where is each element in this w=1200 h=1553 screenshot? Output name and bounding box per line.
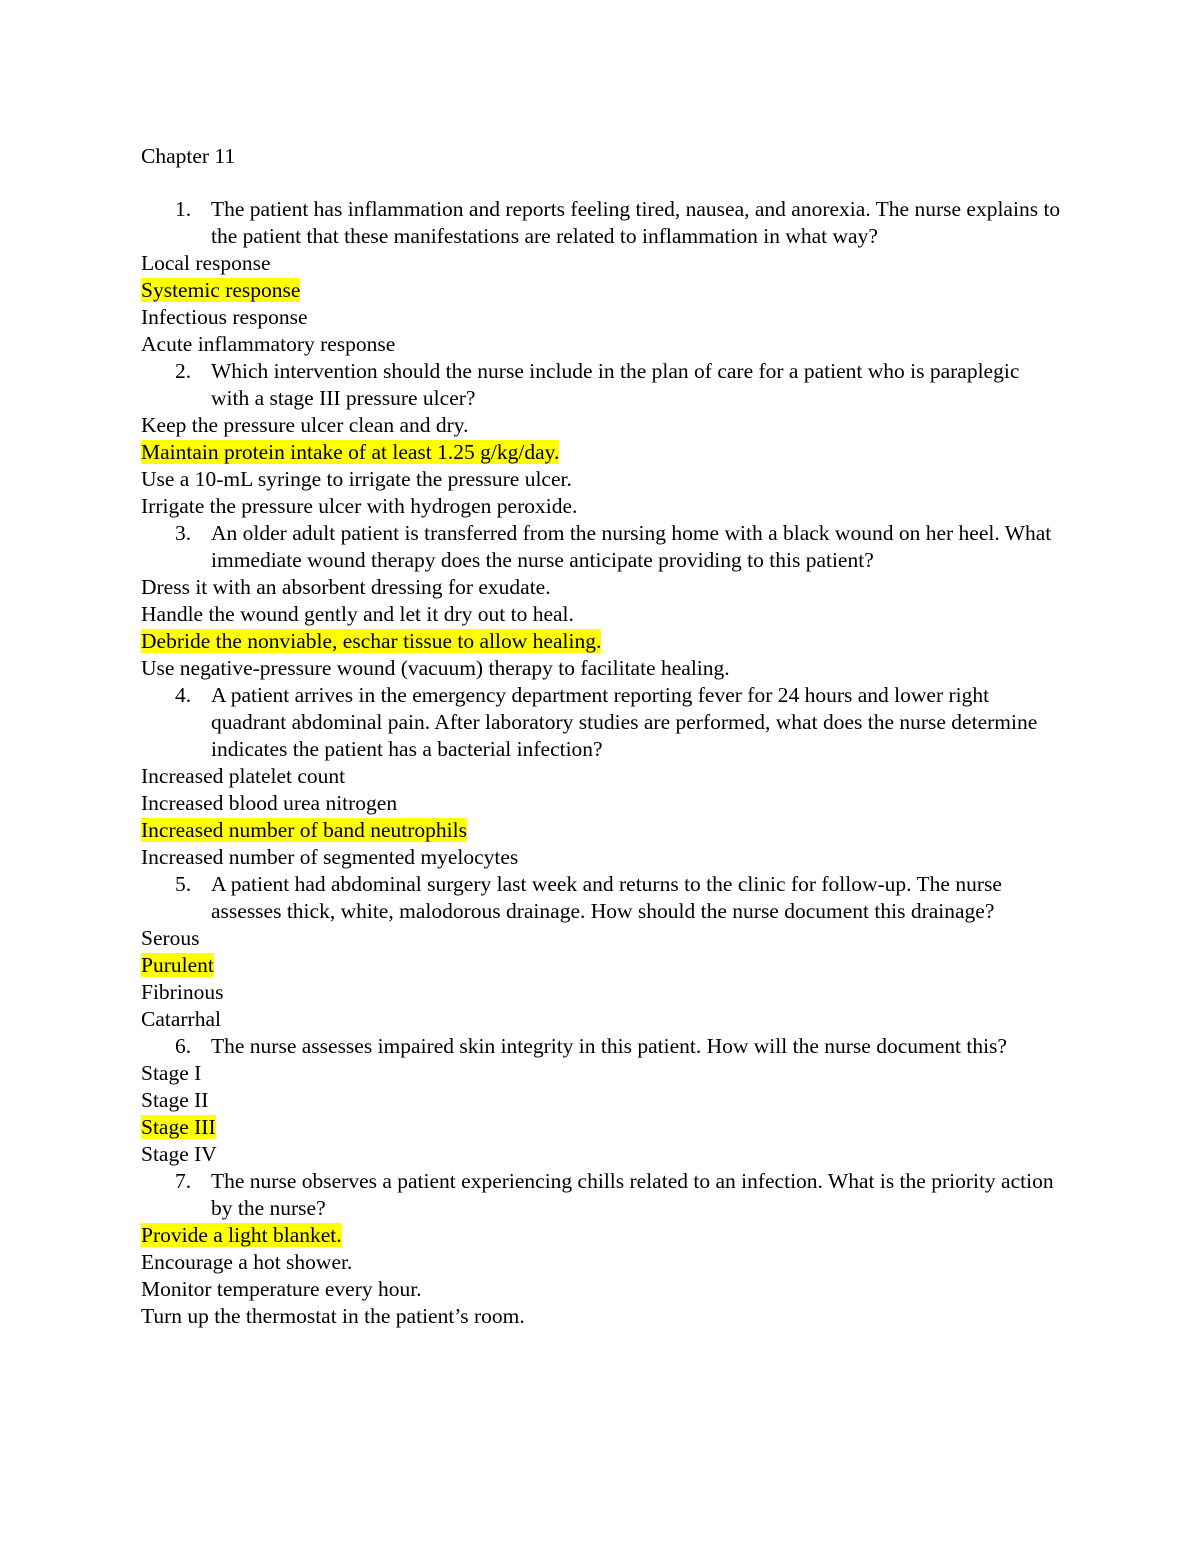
- question-text: An older adult patient is transferred from the nursing home with a black wound on her heel. What immediate wound therapy does the nurse anticipate providing to this patient?: [211, 521, 1052, 572]
- question-number: 1.: [175, 197, 192, 221]
- question-text: A patient had abdominal surgery last week and returns to the clinic for follow-up. The nurse assesses thick, white, malodorous drainage. How should the nurse document this drainage?: [211, 872, 1002, 923]
- question-block: [141, 682, 1061, 871]
- question: [141, 1033, 1061, 1060]
- question-number: 4.: [175, 683, 192, 707]
- question-list: [141, 196, 1061, 1330]
- answer-option: [141, 1087, 1061, 1114]
- answer-text: Stage II: [141, 1088, 209, 1112]
- answer-text: Fibrinous: [141, 980, 224, 1004]
- answer-option: [141, 304, 1061, 331]
- answer-option: [141, 979, 1061, 1006]
- answer-option: [141, 844, 1061, 871]
- answer-text: Increased number of segmented myelocytes: [141, 845, 519, 869]
- answer-option: [141, 250, 1061, 277]
- answer-option: [141, 1276, 1061, 1303]
- question: [141, 682, 1061, 763]
- question-number: 7.: [175, 1169, 192, 1193]
- chapter-title: Chapter 11: [141, 144, 236, 168]
- question-number: 6.: [175, 1034, 192, 1058]
- answer-text: Debride the nonviable, eschar tissue to allow healing.: [141, 629, 602, 653]
- answer-text: Use negative-pressure wound (vacuum) therapy to facilitate healing.: [141, 656, 730, 680]
- answer-text: Serous: [141, 926, 200, 950]
- question-number: 2.: [175, 359, 192, 383]
- answer-text: Increased blood urea nitrogen: [141, 791, 398, 815]
- answer-text: Provide a light blanket.: [141, 1223, 342, 1247]
- answer-text: Catarrhal: [141, 1007, 221, 1031]
- question-block: [141, 196, 1061, 358]
- document-body: [141, 143, 1061, 1330]
- answer-text: Acute inflammatory response: [141, 332, 396, 356]
- answer-option: [141, 655, 1061, 682]
- answer-text: Use a 10-mL syringe to irrigate the pressure ulcer.: [141, 467, 572, 491]
- question-text: Which intervention should the nurse include in the plan of care for a patient who is paraplegic with a stage III pressure ulcer?: [211, 359, 1020, 410]
- question: [141, 1168, 1061, 1222]
- answer-option-highlighted: [141, 952, 1061, 979]
- question: [141, 358, 1061, 412]
- question-block: [141, 520, 1061, 682]
- answer-text: Turn up the thermostat in the patient’s room.: [141, 1304, 525, 1328]
- question-number: 3.: [175, 521, 192, 545]
- answer-text: Maintain protein intake of at least 1.25 g/kg/day.: [141, 440, 560, 464]
- answer-text: Dress it with an absorbent dressing for exudate.: [141, 575, 551, 599]
- answer-option: [141, 466, 1061, 493]
- question-text: The nurse assesses impaired skin integrity in this patient. How will the nurse document this?: [211, 1034, 1007, 1058]
- answer-option-highlighted: [141, 817, 1061, 844]
- question-block: [141, 1168, 1061, 1330]
- answer-option: [141, 925, 1061, 952]
- answer-option-highlighted: [141, 1114, 1061, 1141]
- question-block: [141, 1033, 1061, 1168]
- answer-option-highlighted: [141, 277, 1061, 304]
- answer-option: [141, 790, 1061, 817]
- answer-text: Stage III: [141, 1115, 216, 1139]
- answer-option-highlighted: [141, 439, 1061, 466]
- answer-option: [141, 331, 1061, 358]
- answer-text: Local response: [141, 251, 271, 275]
- answer-text: Systemic response: [141, 278, 301, 302]
- answer-option: [141, 1006, 1061, 1033]
- answer-text: Infectious response: [141, 305, 308, 329]
- answer-option: [141, 1249, 1061, 1276]
- answer-text: Stage IV: [141, 1142, 217, 1166]
- answer-text: Encourage a hot shower.: [141, 1250, 353, 1274]
- answer-text: Purulent: [141, 953, 214, 977]
- answer-option: [141, 574, 1061, 601]
- answer-option: [141, 763, 1061, 790]
- answer-option: [141, 493, 1061, 520]
- answer-option: [141, 412, 1061, 439]
- answer-option: [141, 1060, 1061, 1087]
- answer-option: [141, 1303, 1061, 1330]
- answer-text: Keep the pressure ulcer clean and dry.: [141, 413, 469, 437]
- question: [141, 196, 1061, 250]
- answer-text: Increased platelet count: [141, 764, 346, 788]
- answer-text: Irrigate the pressure ulcer with hydrogen peroxide.: [141, 494, 578, 518]
- question-text: The nurse observes a patient experiencing chills related to an infection. What is the priority action by the nurse?: [211, 1169, 1054, 1220]
- answer-option-highlighted: [141, 1222, 1061, 1249]
- question-text: A patient arrives in the emergency department reporting fever for 24 hours and lower right quadrant abdominal pain. After laboratory studies are performed, what does the nurse determine indicates the patient has a bacterial infection?: [211, 683, 1038, 761]
- answer-option: [141, 601, 1061, 628]
- answer-text: Increased number of band neutrophils: [141, 818, 467, 842]
- answer-text: Stage I: [141, 1061, 202, 1085]
- question-block: [141, 358, 1061, 520]
- question-number: 5.: [175, 872, 192, 896]
- question: [141, 520, 1061, 574]
- answer-option: [141, 1141, 1061, 1168]
- answer-text: Monitor temperature every hour.: [141, 1277, 422, 1301]
- question-text: The patient has inflammation and reports feeling tired, nausea, and anorexia. The nurse explains to the patient that these manifestations are related to inflammation in what way?: [211, 197, 1061, 248]
- answer-text: Handle the wound gently and let it dry out to heal.: [141, 602, 574, 626]
- answer-option-highlighted: [141, 628, 1061, 655]
- question-block: [141, 871, 1061, 1033]
- question: [141, 871, 1061, 925]
